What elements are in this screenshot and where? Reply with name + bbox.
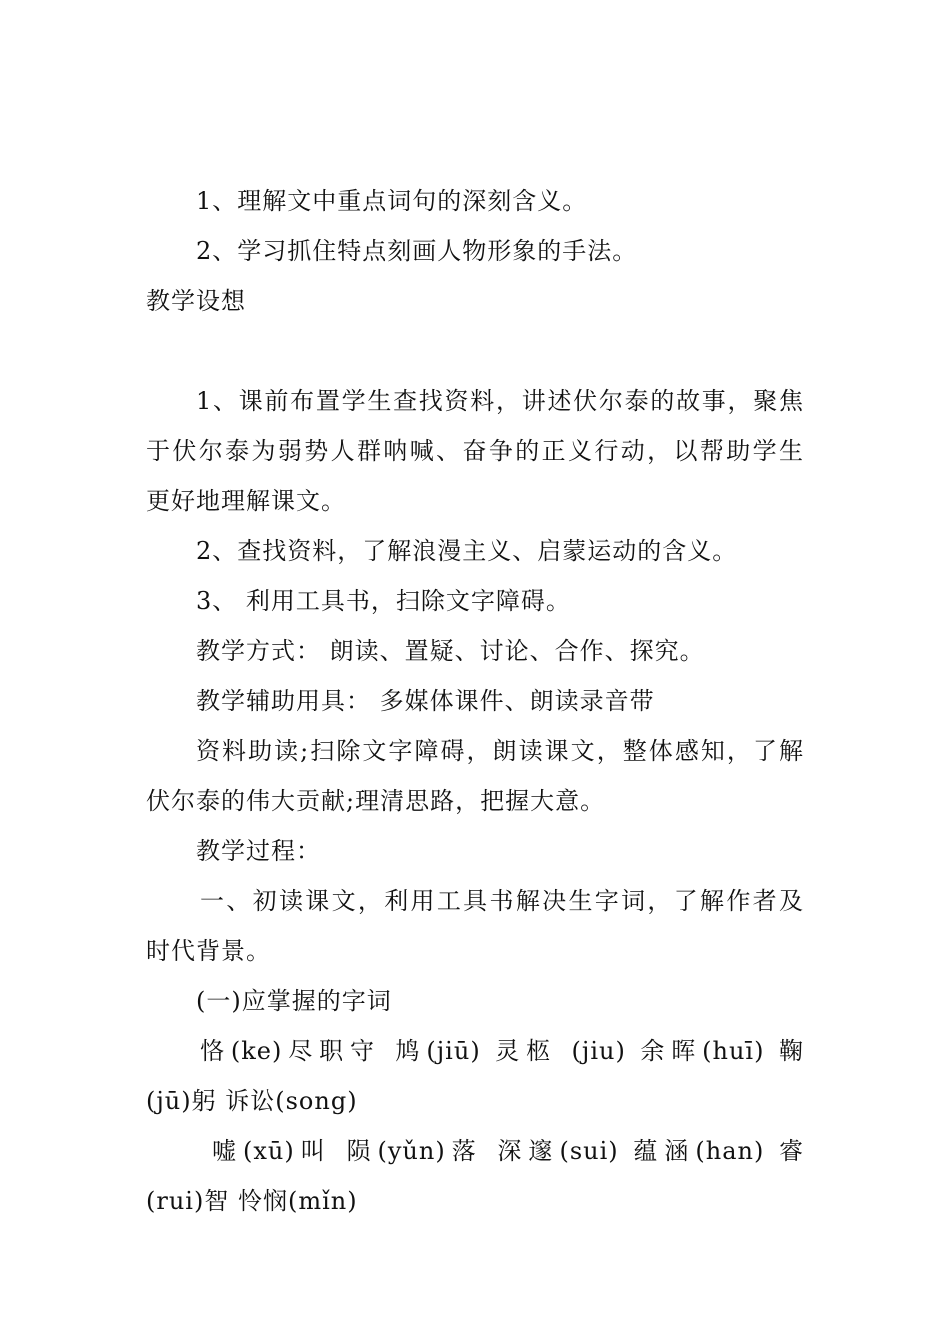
vocabulary-line-1: 恪(ke)尽职守 鸠(jiū) 灵柩 (jiu) 余晖(huī) 鞠 <box>200 1037 804 1065</box>
vocabulary-heading: (一)应掌握的字词 <box>196 987 392 1015</box>
vocabulary-line-3: 嘘(xū)叫 陨(yǔn)落 深邃(sui) 蕴涵(han) 睿 <box>212 1137 804 1165</box>
section-heading-teaching-process: 教学过程： <box>196 837 321 865</box>
teaching-methods: 教学方式： 朗读、置疑、讨论、合作、探究。 <box>196 637 705 665</box>
objective-line-1: 1、理解文中重点词句的深刻含义。 <box>196 187 588 215</box>
objective-line-2: 2、学习抓住特点刻画人物形象的手法。 <box>196 237 638 265</box>
vocabulary-line-2: (jū)躬 诉讼(song) <box>146 1087 358 1115</box>
plan-item-1-line-2: 于伏尔泰为弱势人群呐喊、奋争的正义行动，以帮助学生 <box>146 437 804 465</box>
vocabulary-line-4: (rui)智 怜悯(mǐn) <box>146 1187 358 1215</box>
step-one-line-2: 时代背景。 <box>146 937 271 965</box>
plan-item-3: 3、 利用工具书，扫除文字障碍。 <box>196 587 571 615</box>
reference-reading-line-2: 伏尔泰的伟大贡献;理清思路，把握大意。 <box>146 787 606 815</box>
step-one-line-1: 一、初读课文，利用工具书解决生字词，了解作者及 <box>200 887 804 915</box>
plan-item-1-line-1: 1、课前布置学生查找资料，讲述伏尔泰的故事，聚焦 <box>196 387 804 415</box>
section-heading-teaching-plan: 教学设想 <box>146 287 246 315</box>
reference-reading-line-1: 资料助读;扫除文字障碍，朗读课文，整体感知，了解 <box>196 737 804 765</box>
plan-item-1-line-3: 更好地理解课文。 <box>146 487 346 515</box>
plan-item-2: 2、查找资料，了解浪漫主义、启蒙运动的含义。 <box>196 537 738 565</box>
teaching-aids: 教学辅助用具： 多媒体课件、朗读录音带 <box>196 687 655 715</box>
